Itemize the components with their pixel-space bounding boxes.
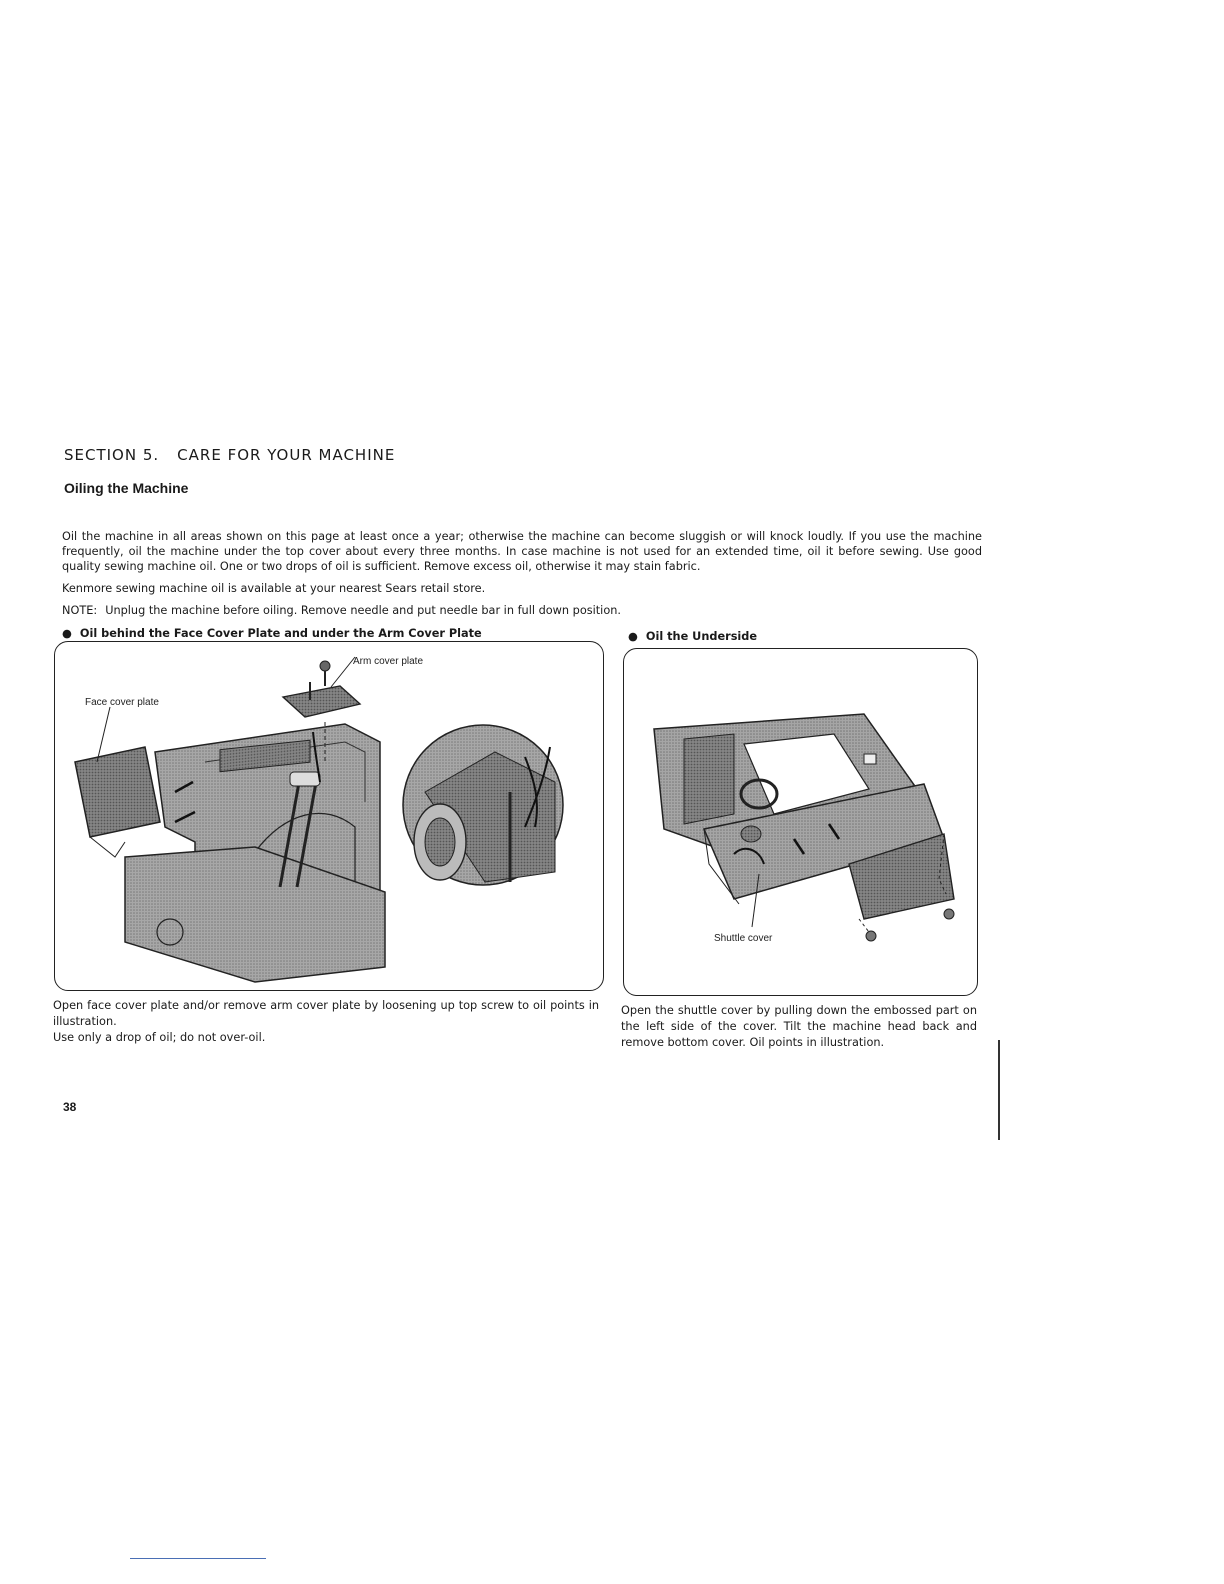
- intro-paragraph: Oil the machine in all areas shown on this page at least once a year; otherwise the machine can become sluggish or will knock loudly. If you use the machine frequently, oil the machine under the top cover about every three months. In case machine is not used for an extended time, oil it before sewing. Use good quality sewing machine oil. One or two drops of oil is sufficient. Remove excess oil, otherwise it may stain fabric.: [62, 530, 982, 573]
- note-label: NOTE:: [62, 604, 98, 617]
- face-cover-illustration: [54, 641, 604, 991]
- unplug-note: [62, 604, 621, 617]
- bullet-icon: ●: [62, 627, 72, 640]
- bullet-icon: ●: [628, 630, 638, 643]
- page-number: 38: [63, 1100, 77, 1114]
- face-cover-heading: [62, 627, 482, 640]
- section-heading: [64, 446, 395, 464]
- underside-heading: [628, 630, 757, 643]
- sewing-machine-front-illustration: [55, 642, 603, 990]
- underside-caption: Open the shuttle cover by pulling down the embossed part on the left side of the cover. Tilt the machine head back and remove bottom cover. Oil points in illustration.: [621, 1004, 977, 1049]
- note-text: Unplug the machine before oiling. Remove needle and put needle bar in full down position.: [105, 604, 621, 617]
- arm-cover-plate-label: Arm cover plate: [353, 656, 424, 667]
- section-title: CARE FOR YOUR MACHINE: [177, 446, 396, 464]
- face-cover-caption: [53, 998, 599, 1046]
- page-edge-rule: [998, 1040, 1000, 1140]
- subsection-title: Oiling the Machine: [64, 480, 189, 496]
- face-cover-heading-text: Oil behind the Face Cover Plate and under the Arm Cover Plate: [79, 627, 482, 640]
- underside-illustration: [623, 648, 978, 996]
- underside-heading-text: Oil the Underside: [645, 630, 758, 643]
- section-number: SECTION 5.: [64, 446, 160, 464]
- shuttle-cover-label: Shuttle cover: [714, 933, 773, 944]
- face-cover-plate-label: Face cover plate: [85, 697, 159, 708]
- footnote-rule: [130, 1558, 266, 1559]
- sewing-machine-underside-illustration: [624, 649, 977, 995]
- kenmore-note: Kenmore sewing machine oil is available at your nearest Sears retail store.: [62, 582, 486, 595]
- face-cover-caption-line-1: Open face cover plate and/or remove arm cover plate by loosening up top screw to oil points in illustration.: [53, 999, 599, 1028]
- face-cover-caption-line-2: Use only a drop of oil; do not over-oil.: [53, 1031, 266, 1044]
